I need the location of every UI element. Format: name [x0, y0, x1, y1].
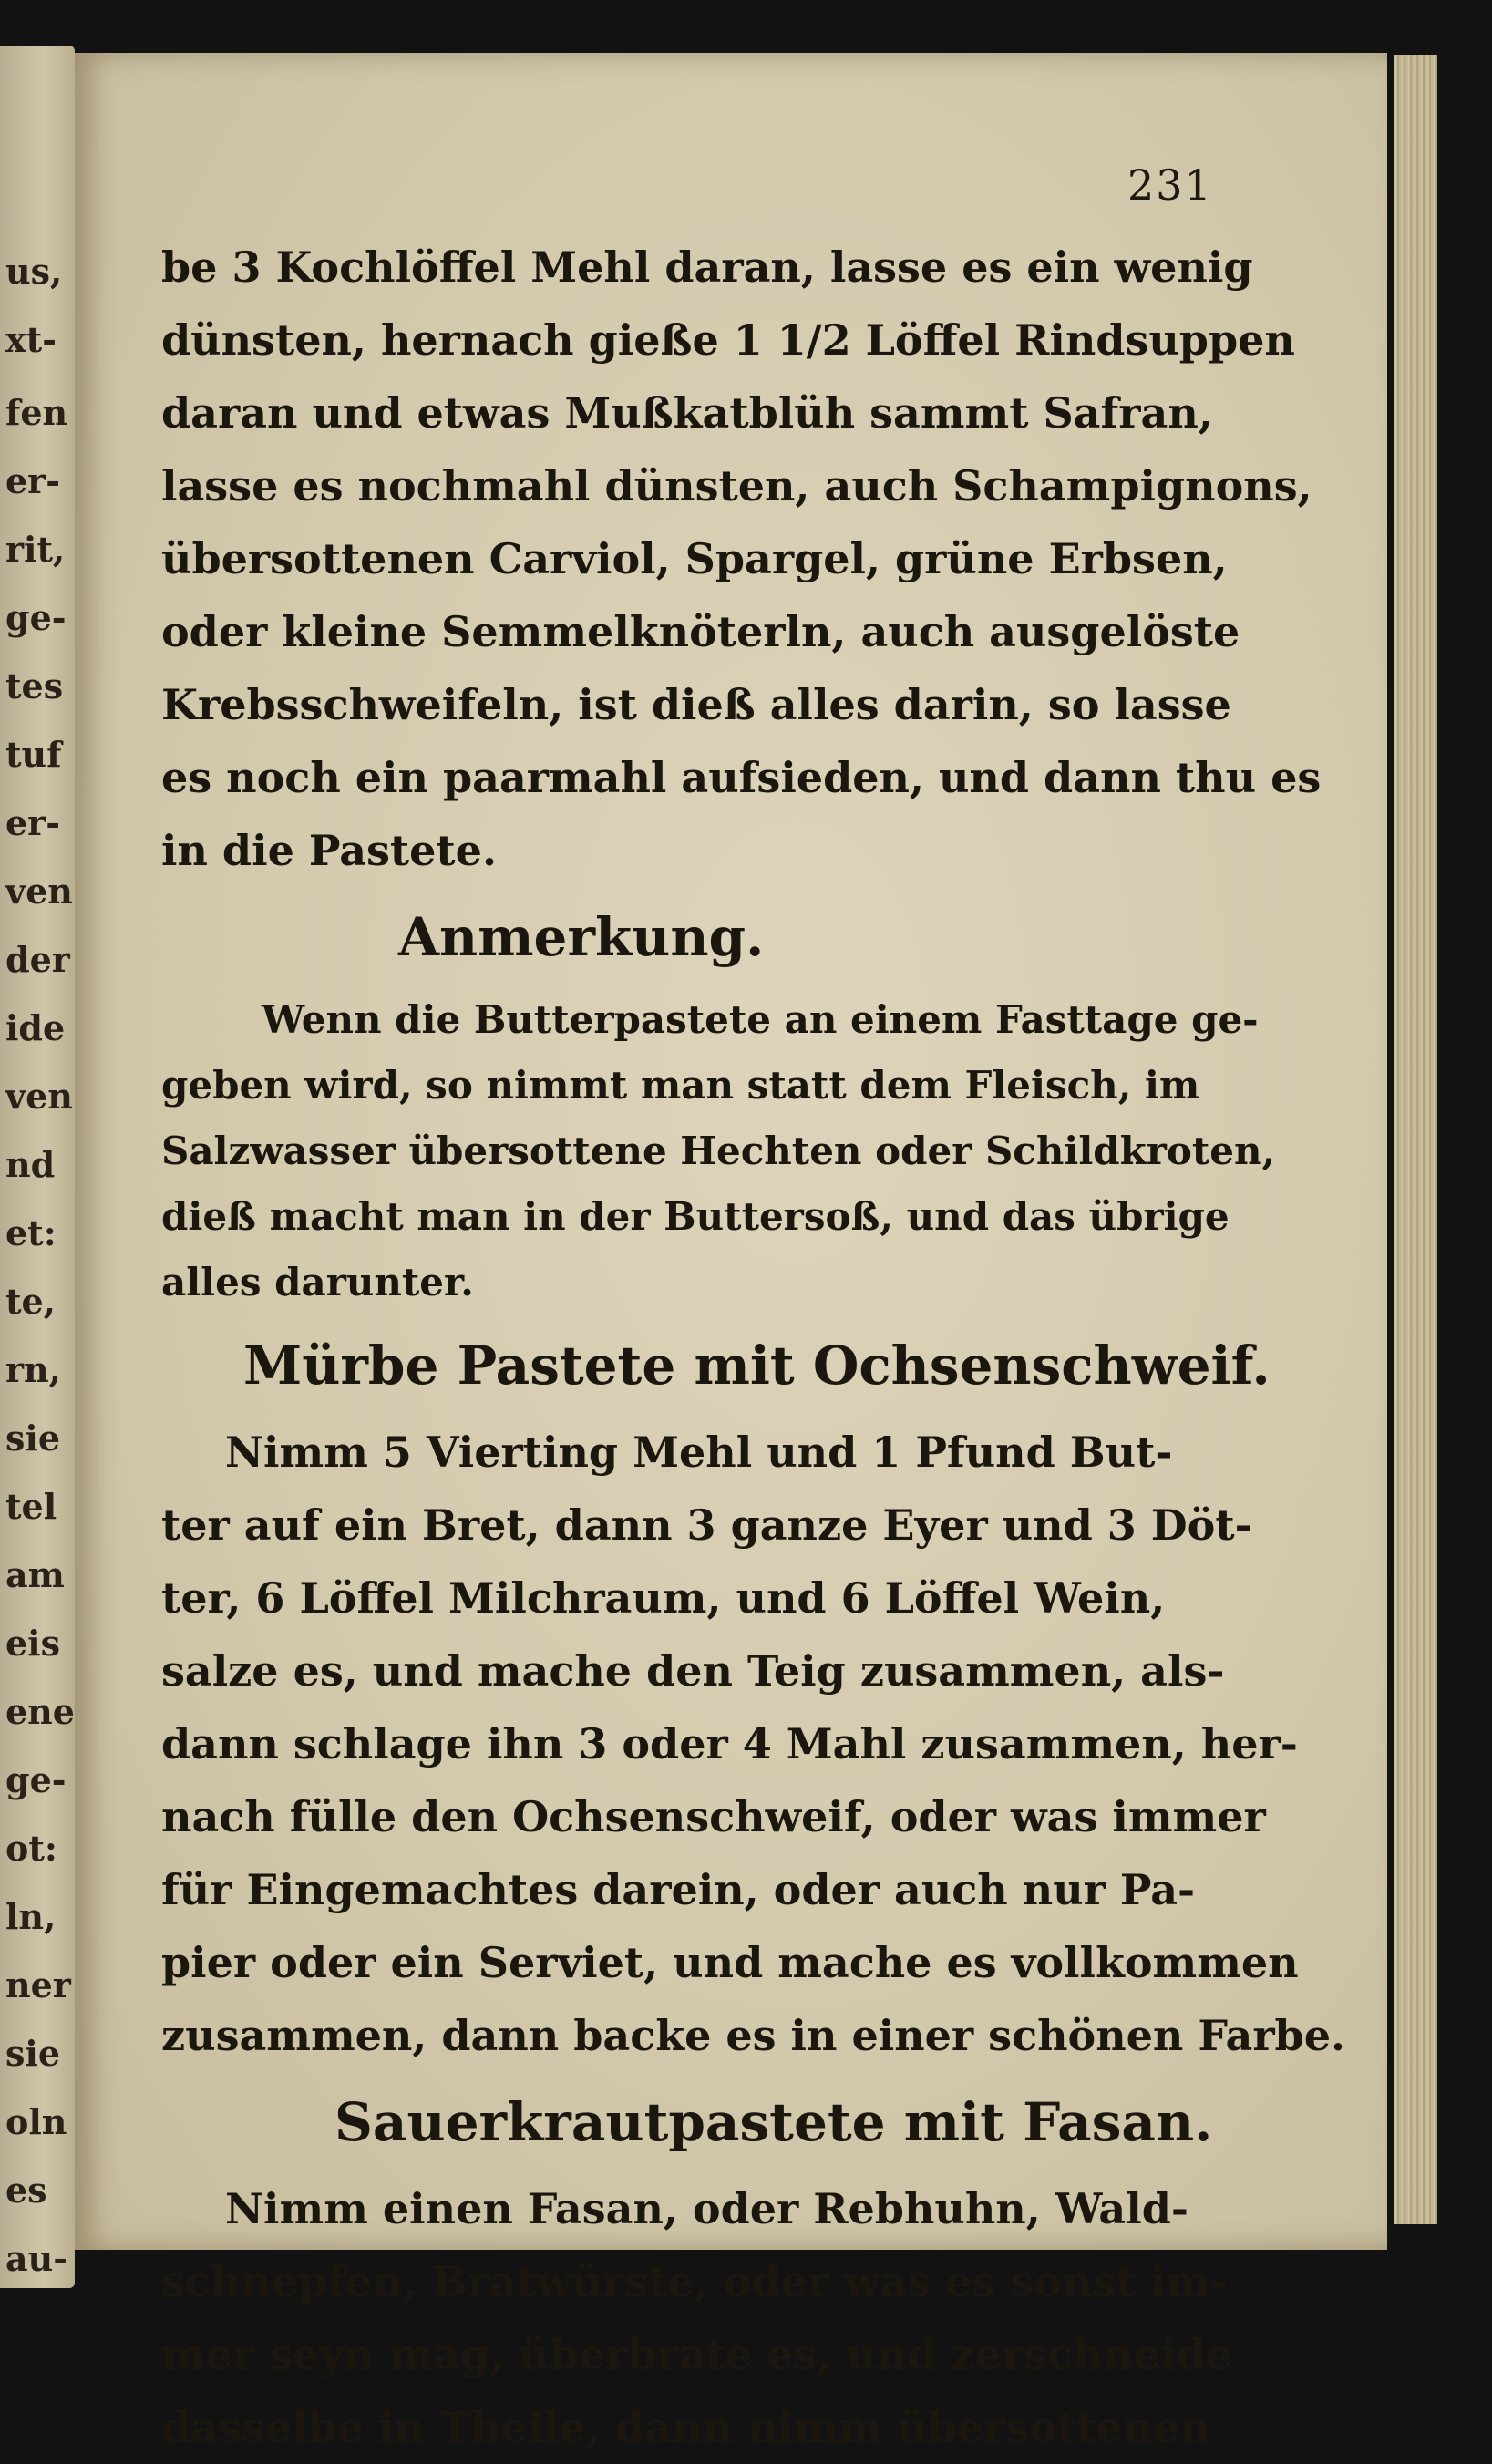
prev-page-fragment: rn,	[5, 1349, 61, 1390]
text-line: lasse es nochmahl dünsten, auch Schampignons,	[161, 461, 1312, 510]
prev-page-fragment: et:	[5, 1212, 57, 1253]
prev-page-fragment: der	[5, 939, 70, 980]
page-block-edge	[1394, 55, 1437, 2224]
text-line: be 3 Kochlöffel Mehl daran, lasse es ein wenig	[161, 242, 1253, 292]
prev-page-fragment: am	[5, 1554, 65, 1595]
text-line: nach fülle den Ochsenschweif, oder was immer	[161, 1792, 1266, 1841]
note-heading: Anmerkung.	[398, 906, 765, 968]
book-page	[75, 53, 1387, 2452]
prev-page-fragment: ven	[5, 871, 73, 912]
text-line: zusammen, dann backe es in einer schönen Farbe.	[161, 2011, 1346, 2060]
prev-page-fragment: oln	[5, 2101, 67, 2142]
text-line: pier oder ein Serviet, und mache es vollkommen	[161, 1938, 1299, 1987]
prev-page-fragment: es	[5, 2170, 47, 2211]
prev-page-fragment: rit,	[5, 529, 66, 570]
text-line: schnepfen, Bratwürste, oder was es sonst im-	[161, 2257, 1228, 2306]
note-line: alles darunter.	[161, 1260, 474, 1304]
prev-page-fragment: nd	[5, 1144, 56, 1185]
prev-page-fragment: tuf	[5, 734, 62, 775]
prev-page-fragment: ner	[5, 1964, 71, 2005]
note-line: dieß macht man in der Buttersoß, und das übrige	[161, 1194, 1230, 1239]
text-line: Nimm 5 Vierting Mehl und 1 Pfund But-	[225, 1428, 1173, 1477]
text-line: Nimm einen Fasan, oder Rebhuhn, Wald-	[225, 2184, 1188, 2233]
prev-page-fragment: te,	[5, 1281, 56, 1322]
page-text	[161, 231, 1346, 2464]
prev-page-fragment: us,	[5, 251, 63, 292]
page-number: 231	[1127, 160, 1213, 210]
prev-page-fragment: ot:	[5, 1828, 57, 1869]
note-line: Salzwasser übersottene Hechten oder Schildkroten,	[161, 1129, 1276, 1173]
prev-page-fragment: eis	[5, 1623, 61, 1664]
prev-page-fragment: ge-	[5, 597, 67, 638]
prev-page-fragment: xt-	[5, 319, 57, 360]
prev-page-fragment: ide	[5, 1007, 66, 1048]
prev-page-fragment: sie	[5, 1418, 61, 1459]
text-line: daran und etwas Mußkatblüh sammt Safran,	[161, 388, 1213, 438]
text-line: übersottenen Carviol, Spargel, grüne Erbsen,	[161, 534, 1228, 583]
prev-page-fragment: tes	[5, 665, 64, 706]
prev-page-fragment: tel	[5, 1486, 57, 1527]
recipe-title: Mürbe Pastete mit Ochsenschweif.	[243, 1335, 1271, 1397]
text-line: salze es, und mache den Teig zusammen, als-	[161, 1646, 1225, 1696]
recipe-title: Sauerkrautpastete mit Fasan.	[334, 2091, 1213, 2153]
prev-page-fragment: ge-	[5, 1759, 67, 1800]
prev-page-fragment: sie	[5, 2033, 61, 2074]
text-line: dünsten, hernach gieße 1 1/2 Löffel Rindsuppen	[161, 315, 1295, 365]
text-line: es noch ein paarmahl aufsieden, und dann thu es	[161, 753, 1322, 802]
text-line: dasselbe in Theile, dann nimm übersottenen	[161, 2403, 1210, 2452]
text-line: ter auf ein Bret, dann 3 ganze Eyer und 3 Döt-	[161, 1500, 1252, 1550]
prev-page-fragment: fen	[5, 392, 68, 433]
prev-page-fragment: er-	[5, 460, 60, 501]
prev-page-fragment: au-	[5, 2238, 68, 2279]
text-line: dann schlage ihn 3 oder 4 Mahl zusammen, her-	[161, 1719, 1298, 1768]
note-line: geben wird, so nimmt man statt dem Fleisch, im	[161, 1063, 1200, 1108]
previous-page-edge	[0, 46, 75, 2288]
text-line: Krebsschweifeln, ist dieß alles darin, so lasse	[161, 680, 1231, 729]
prev-page-fragment: er-	[5, 802, 60, 843]
note-line: Wenn die Butterpastete an einem Fasttage ge-	[262, 997, 1259, 1042]
prev-page-fragment: ene	[5, 1691, 75, 1732]
text-line: in die Pastete.	[161, 826, 497, 875]
text-line: oder kleine Semmelknöterln, auch ausgelöste	[161, 607, 1240, 656]
text-line: ter, 6 Löffel Milchraum, und 6 Löffel Wein,	[161, 1573, 1166, 1623]
prev-page-fragment: ven	[5, 1076, 73, 1117]
prev-page-fragment: ln,	[5, 1896, 57, 1937]
text-line: mer seyn mag, überbrate es, und zerschneide	[161, 2330, 1232, 2379]
text-line: für Eingemachtes darein, oder auch nur Pa-	[161, 1865, 1196, 1914]
